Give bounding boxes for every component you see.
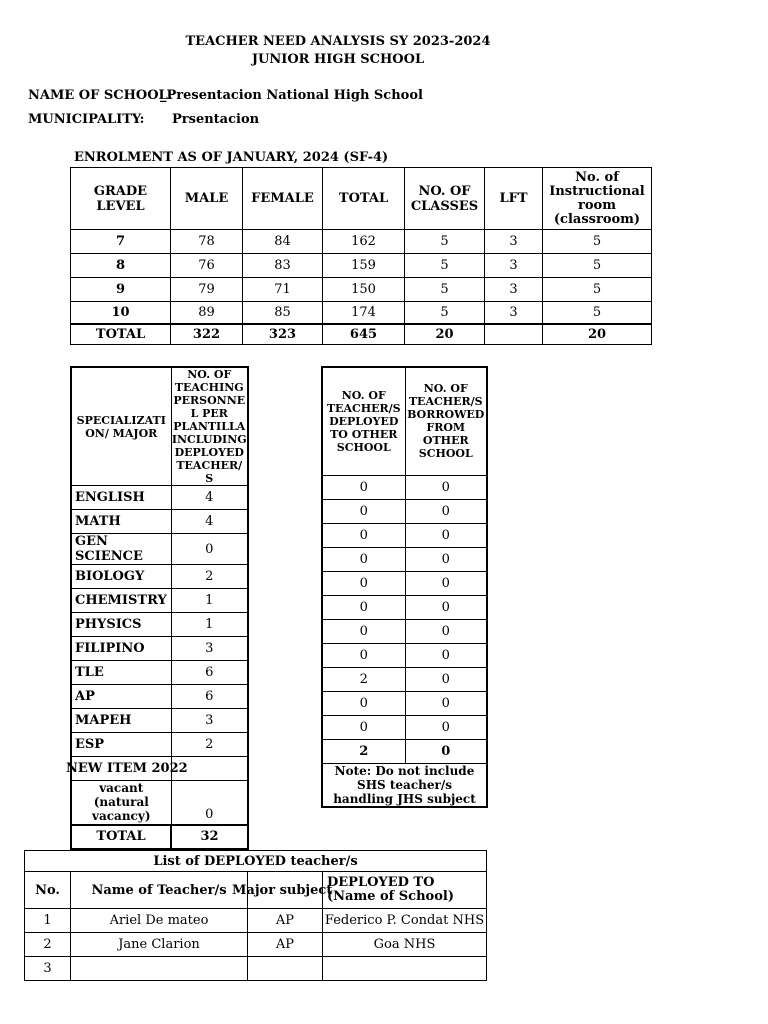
header-major: SPECIALIZATI ON/ MAJOR xyxy=(71,367,171,486)
spec-total-value: 32 xyxy=(171,825,248,849)
total-female: 323 xyxy=(243,324,323,345)
deployed-cell: 0 xyxy=(322,523,405,547)
major-cell: TLE xyxy=(71,661,171,685)
deployment-note: Note: Do not include SHS teacher/s handling JHS subject xyxy=(322,763,487,807)
male-cell: 79 xyxy=(171,278,243,302)
deployed-to-cell: Federico P. Condat NHS xyxy=(323,909,487,933)
grade-cell: 7 xyxy=(71,230,171,254)
deployed-list-table xyxy=(24,850,487,981)
header-lft: LFT xyxy=(485,168,543,230)
header-female: FEMALE xyxy=(243,168,323,230)
deployed-cell: 0 xyxy=(322,499,405,523)
count-cell: 6 xyxy=(171,661,248,685)
table-row xyxy=(71,278,652,302)
deployment-table xyxy=(321,366,488,808)
rooms-cell: 5 xyxy=(543,302,652,324)
borrowed-cell: 0 xyxy=(405,523,487,547)
new-item-text: NEW ITEM 2022 xyxy=(66,761,188,776)
total-total: 645 xyxy=(323,324,405,345)
note-row xyxy=(322,763,487,807)
lft-cell: 3 xyxy=(485,254,543,278)
major-cell: ENGLISH xyxy=(71,486,171,510)
new-item-label xyxy=(66,757,188,781)
table-row xyxy=(322,715,487,739)
table-row xyxy=(322,691,487,715)
major-cell: GEN SCIENCE xyxy=(71,534,171,565)
major-cell: CHEMISTRY xyxy=(71,589,171,613)
spec-total-label: TOTAL xyxy=(71,825,171,849)
table-row xyxy=(71,486,248,510)
count-cell: 3 xyxy=(171,709,248,733)
table-row xyxy=(71,254,652,278)
deployed-cell: 0 xyxy=(322,475,405,499)
classes-cell: 5 xyxy=(405,230,485,254)
no-cell: 3 xyxy=(25,957,71,981)
table-row xyxy=(71,510,248,534)
specialization-table xyxy=(66,366,249,850)
header-no: No. xyxy=(25,872,71,909)
municipality-label: MUNICIPALITY: xyxy=(28,112,145,127)
lft-cell: 3 xyxy=(485,230,543,254)
borrowed-cell: 0 xyxy=(405,715,487,739)
classes-cell: 5 xyxy=(405,278,485,302)
total-cell: 150 xyxy=(323,278,405,302)
table-row xyxy=(322,619,487,643)
major-cell: PHYSICS xyxy=(71,613,171,637)
rooms-cell: 5 xyxy=(543,230,652,254)
enrolment-header-row xyxy=(71,168,652,230)
header-major-subject xyxy=(232,872,333,909)
deployed-cell: 0 xyxy=(322,643,405,667)
male-cell: 76 xyxy=(171,254,243,278)
header-grade-level: GRADE LEVEL xyxy=(71,168,171,230)
count-cell: 2 xyxy=(171,565,248,589)
total-male: 322 xyxy=(171,324,243,345)
total-cell: 174 xyxy=(323,302,405,324)
table-row xyxy=(322,547,487,571)
header-teacher-name: Name of Teacher/s xyxy=(71,872,248,909)
deployment-total-row xyxy=(322,739,487,763)
total-cell: 159 xyxy=(323,254,405,278)
no-cell: 1 xyxy=(25,909,71,933)
total-lft xyxy=(485,324,543,345)
header-rooms: No. of Instructional room (classroom) xyxy=(543,168,652,230)
specialization-total-row xyxy=(71,825,248,849)
table-row xyxy=(71,565,248,589)
borrowed-cell: 0 xyxy=(405,595,487,619)
borrowed-cell: 0 xyxy=(405,619,487,643)
borrowed-total: 0 xyxy=(405,739,487,763)
no-cell: 2 xyxy=(25,933,71,957)
header-borrowed: NO. OF TEACHER/S BORROWED FROM OTHER SCHOOL xyxy=(405,367,487,475)
header-major-subject-text: Major subject xyxy=(232,882,333,898)
deployed-total: 2 xyxy=(322,739,405,763)
table-row xyxy=(71,589,248,613)
count-cell: 2 xyxy=(171,733,248,757)
deployed-cell: 2 xyxy=(322,667,405,691)
school-label: NAME OF SCHOOL: xyxy=(28,88,173,103)
borrowed-cell: 0 xyxy=(405,571,487,595)
page-title: TEACHER NEED ANALYSIS SY 2023-2024 xyxy=(185,34,491,49)
deployed-list-title-row xyxy=(25,851,487,872)
lft-cell: 3 xyxy=(485,278,543,302)
borrowed-cell: 0 xyxy=(405,475,487,499)
grade-cell: 10 xyxy=(71,302,171,324)
enrolment-total-row xyxy=(71,324,652,345)
female-cell: 83 xyxy=(243,254,323,278)
deployed-cell: 0 xyxy=(322,691,405,715)
deployed-cell: 0 xyxy=(322,595,405,619)
male-cell: 78 xyxy=(171,230,243,254)
major-cell: ESP xyxy=(71,733,171,757)
rooms-cell: 5 xyxy=(543,254,652,278)
lft-cell: 3 xyxy=(485,302,543,324)
table-row xyxy=(71,230,652,254)
table-row xyxy=(322,523,487,547)
table-row xyxy=(25,909,487,933)
deployed-list-header-row xyxy=(25,872,487,909)
female-cell: 71 xyxy=(243,278,323,302)
borrowed-cell: 0 xyxy=(405,667,487,691)
vacant-label: vacant (natural vacancy) xyxy=(71,781,171,825)
total-cell: 162 xyxy=(323,230,405,254)
header-total: TOTAL xyxy=(323,168,405,230)
header-deployed: NO. OF TEACHER/S DEPLOYED TO OTHER SCHOOL xyxy=(322,367,405,475)
female-cell: 85 xyxy=(243,302,323,324)
deployed-to-cell xyxy=(323,957,487,981)
teacher-name-cell: Ariel De mateo xyxy=(71,909,248,933)
header-deployed-to: DEPLOYED TO (Name of School) xyxy=(323,872,487,909)
major-subject-cell: AP xyxy=(248,933,323,957)
header-classes: NO. OF CLASSES xyxy=(405,168,485,230)
borrowed-cell: 0 xyxy=(405,547,487,571)
borrowed-cell: 0 xyxy=(405,691,487,715)
table-row xyxy=(71,709,248,733)
total-rooms: 20 xyxy=(543,324,652,345)
classes-cell: 5 xyxy=(405,302,485,324)
classes-cell: 5 xyxy=(405,254,485,278)
table-row xyxy=(322,475,487,499)
deployed-to-cell: Goa NHS xyxy=(323,933,487,957)
count-cell: 3 xyxy=(171,637,248,661)
deployed-cell: 0 xyxy=(322,571,405,595)
table-row xyxy=(71,733,248,757)
rooms-cell: 5 xyxy=(543,278,652,302)
table-row xyxy=(322,571,487,595)
table-row xyxy=(71,613,248,637)
table-row xyxy=(71,302,652,324)
count-cell: 4 xyxy=(171,510,248,534)
specialization-header-row xyxy=(71,367,248,486)
enrolment-table xyxy=(70,167,652,345)
deployed-cell: 0 xyxy=(322,715,405,739)
major-cell: MAPEH xyxy=(71,709,171,733)
major-cell: MATH xyxy=(71,510,171,534)
teacher-name-cell: Jane Clarion xyxy=(71,933,248,957)
major-subject-cell xyxy=(248,957,323,981)
municipality-value: Prsentacion xyxy=(172,112,260,127)
table-row xyxy=(322,595,487,619)
grade-cell: 8 xyxy=(71,254,171,278)
school-value: _Presentacion National High School xyxy=(160,88,423,103)
total-label: TOTAL xyxy=(71,324,171,345)
new-item-row xyxy=(71,757,248,781)
deployed-cell: 0 xyxy=(322,619,405,643)
table-row xyxy=(25,933,487,957)
deployed-cell: 0 xyxy=(322,547,405,571)
count-cell: 6 xyxy=(171,685,248,709)
table-row xyxy=(322,643,487,667)
table-row xyxy=(25,957,487,981)
major-cell: AP xyxy=(71,685,171,709)
major-cell: FILIPINO xyxy=(71,637,171,661)
total-classes: 20 xyxy=(405,324,485,345)
table-row xyxy=(71,534,248,565)
grade-cell: 9 xyxy=(71,278,171,302)
deployment-header-row xyxy=(322,367,487,475)
male-cell: 89 xyxy=(171,302,243,324)
teacher-name-cell xyxy=(71,957,248,981)
female-cell: 84 xyxy=(243,230,323,254)
header-count: NO. OF TEACHING PERSONNE L PER PLANTILLA INCLUDING DEPLOYED TEACHER/ S xyxy=(171,368,247,485)
vacant-value: 0 xyxy=(171,781,248,825)
major-cell: BIOLOGY xyxy=(71,565,171,589)
table-row xyxy=(71,637,248,661)
count-cell: 1 xyxy=(171,589,248,613)
header-male: MALE xyxy=(171,168,243,230)
count-cell: 4 xyxy=(171,486,248,510)
count-cell: 1 xyxy=(171,613,248,637)
table-row xyxy=(322,667,487,691)
count-cell: 0 xyxy=(171,534,248,565)
major-subject-cell: AP xyxy=(248,909,323,933)
deployed-list-title: List of DEPLOYED teacher/s xyxy=(25,851,487,872)
table-row xyxy=(71,661,248,685)
enrolment-title: ENROLMENT AS OF JANUARY, 2024 (SF-4) xyxy=(74,150,389,165)
table-row xyxy=(322,499,487,523)
borrowed-cell: 0 xyxy=(405,499,487,523)
page-subtitle: JUNIOR HIGH SCHOOL xyxy=(251,52,425,67)
borrowed-cell: 0 xyxy=(405,643,487,667)
table-row xyxy=(71,685,248,709)
vacant-row xyxy=(71,781,248,825)
